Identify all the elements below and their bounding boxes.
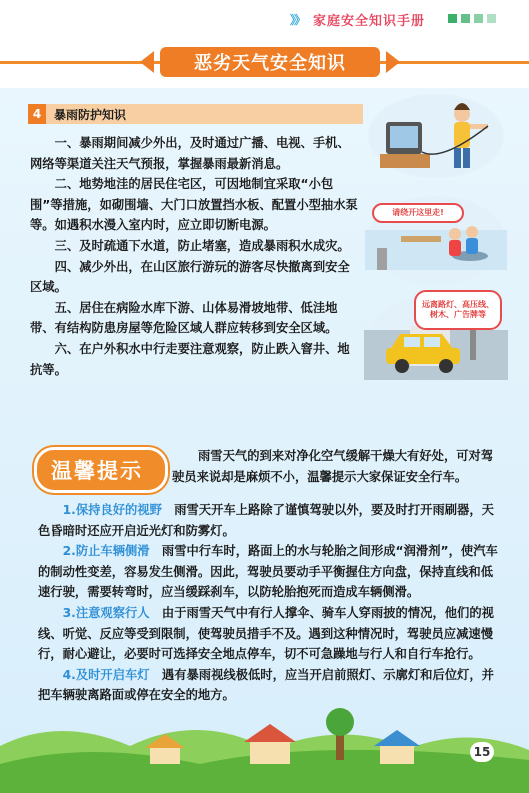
section-number: 4 — [28, 104, 46, 124]
header-square-icon — [461, 14, 470, 23]
header-square-icon — [448, 14, 457, 23]
paragraph: 四、减少外出，在山区旅行游玩的游客尽快撤离到安全区域。 — [30, 259, 350, 295]
village-landscape-illustration — [0, 706, 529, 793]
header-square-icon — [474, 14, 483, 23]
tips-badge-label: 温馨提示 — [51, 459, 143, 483]
warning-speech-bubble: 远离路灯、高压线、树木、广告牌等 — [414, 290, 502, 330]
header-square-icon — [487, 14, 496, 23]
tip-text: 雨雪中行车时，路面上的水与轮胎之间形成“润滑剂”，使汽车的制动性变差，容易发生侧滑。因此，驾驶员要动手平衡握住方向盘，保持直线和低速行驶，需要转弯时，应当缓踩刹车，以防轮胎抱死而造成车辆侧滑。 — [38, 544, 498, 600]
page-number: 15 — [470, 742, 494, 762]
tip-item — [38, 603, 504, 665]
paragraph: 五、居住在病险水库下游、山体易滑坡地带、低洼地带、有结构防患房屋等危险区域人群应转移到安全区域。 — [30, 300, 338, 336]
tip-text: 由于雨雪天气中有行人撑伞、骑车人穿雨披的情况，他们的视线、听觉、反应等受到限制，使驾驶员措手不及。遇到这种情况时，驾驶员应减速慢行，耐心避让，必要时可选择安全地点停车，切不可急躁地与行人和自行车抢行。 — [38, 605, 494, 662]
tip-text: 雨雪天开车上路除了谨慎驾驶以外，要及时打开雨刷器，天色昏暗时还应开启近光灯和防雾灯。 — [38, 503, 494, 538]
paragraph: 六、在户外积水中行走要注意观察，防止跌入窨井、地抗等。 — [30, 341, 350, 377]
section-body — [30, 133, 360, 380]
tip-heading: 2.防止车辆侧滑 — [62, 544, 150, 559]
tip-heading: 1.保持良好的视野 — [62, 503, 162, 517]
paragraph: 一、暴雨期间减少外出，及时通过广播、电视、手机、网络等渠道关注天气预报，掌握暴雨最新消息。 — [30, 136, 350, 171]
tip-heading: 3.注意观察行人 — [62, 605, 150, 620]
tip-item — [38, 541, 504, 603]
page-header — [0, 0, 529, 38]
section-title: 暴雨防护知识 — [54, 108, 127, 122]
tip-heading: 4.及时开启车灯 — [62, 667, 150, 682]
chapter-title: 恶劣天气安全知识 — [194, 53, 346, 74]
header-chevrons-icon: 》》 — [290, 13, 305, 27]
tip-item — [38, 665, 504, 706]
tip-text: 遇有暴雨视线极低时，应当开启前照灯、示廓灯和后位灯，并把车辆驶离路面或停在安全的地方。 — [38, 667, 494, 703]
paragraph: 三、及时疏通下水道，防止堵塞，造成暴雨积水成灾。 — [54, 238, 350, 253]
paragraph: 二、地势地洼的居民住宅区，可因地制宜采取“小包围”等措施，如砌围墙、大门口放置挡水板、配置小型抽水泵等。如遇积水漫入室内时，应立即切断电源。 — [30, 177, 358, 233]
banner-right-arrow-icon — [386, 51, 400, 73]
unplug-tv-illustration — [366, 92, 506, 180]
tips-badge — [34, 447, 168, 493]
banner-left-arrow-icon — [140, 51, 154, 73]
tips-list — [38, 500, 504, 706]
warning-speech-bubble: 请绕开这里走! — [372, 203, 464, 223]
section-heading — [28, 104, 363, 124]
tips-intro-text: 雨雪天气的到来对净化空气缓解干燥大有好处，可对驾驶员来说却是麻烦不小，温馨提示大家保证安全行车。 — [172, 449, 494, 484]
tips-intro — [172, 446, 502, 487]
tip-item — [38, 500, 504, 541]
chapter-banner — [160, 47, 380, 77]
book-title: 家庭安全知识手册 — [313, 14, 426, 29]
